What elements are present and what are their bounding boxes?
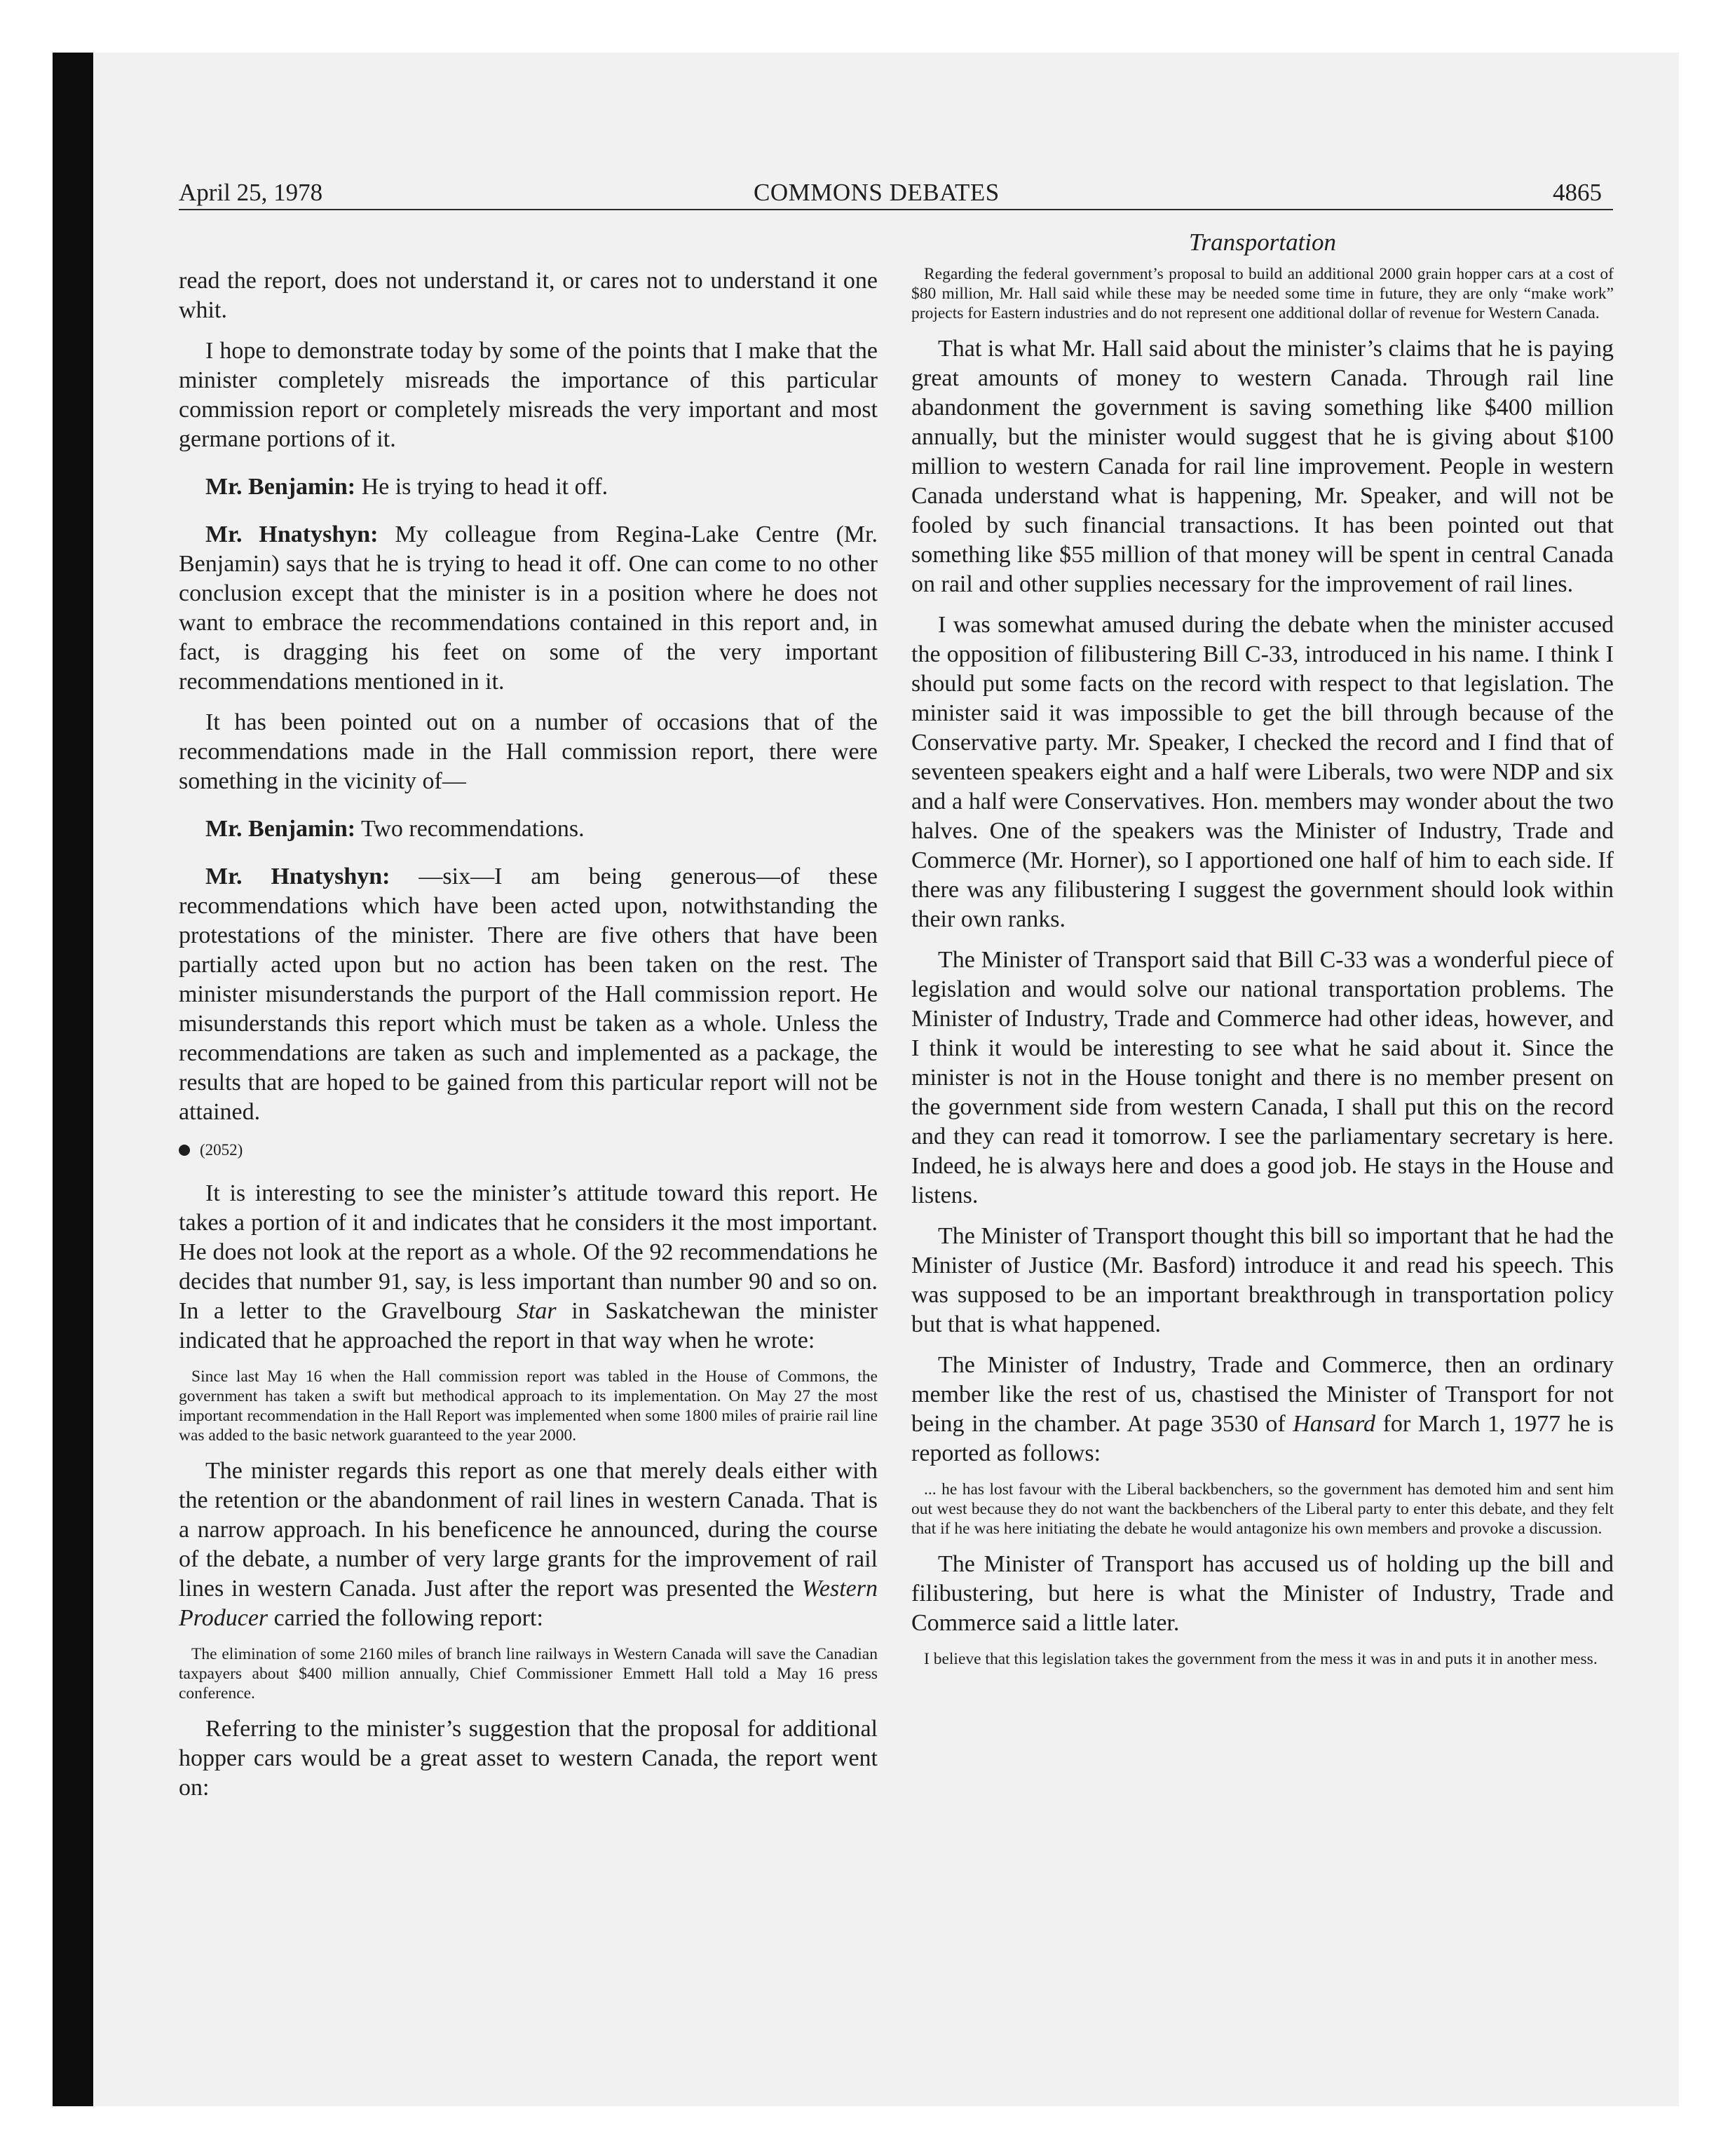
bullet-icon bbox=[179, 1145, 190, 1156]
binding-edge bbox=[53, 53, 93, 2106]
speech-text: He is trying to head it off. bbox=[355, 474, 608, 500]
text-run: in Saskatchewan the minister indicated that he approached the report in that way when he wrote: bbox=[179, 1298, 878, 1353]
italic-run: Hansard bbox=[1293, 1411, 1376, 1437]
text-run: The minister regards this report as one that merely deals either with the retention or the abandonment of rail lines in western Canada. That is a narrow approach. In his beneficence he announced, during the course of the debate, a number of very large grants for the improvement of rail lines in western Canada. Just after the report was presented the bbox=[179, 1458, 878, 1602]
paragraph: The Minister of Transport thought this bill so important that he had the Minister of Justice (Mr. Basford) introduce it and read his speech. This was supposed to be an important breakthrough in transportation policy but that is what happened. bbox=[911, 1223, 1614, 1337]
section-title: Transportation bbox=[1188, 228, 1337, 256]
paragraph bbox=[911, 1351, 1614, 1468]
header-title: COMMONS DEBATES bbox=[754, 179, 1000, 206]
paragraph: The Minister of Transport has accused us of holding up the bill and filibustering, but here is what the Minister of Industry, Trade and Commerce said a little later. bbox=[911, 1551, 1614, 1636]
speech-text: —six—I am being generous—of these recommendations which have been acted upon, notwithstanding the protestations of the minister. There are five others that have been partially acted upon but no action has been taken on the rest. The minister misunderstands the purport of the Hall commission report. He misunderstands this report which must be taken as a whole. Unless the recommendations are taken as such and implemented as a package, the results that are hoped to be gained from this particular report will not be attained. bbox=[179, 864, 878, 1125]
block-quote: ... he has lost favour with the Liberal backbenchers, so the government has demoted him and sent him out west because they do not want the backbenchers of the Liberal party to enter this debate, and they felt that if he was here initiating the debate he would antagonize his own members and provoke a discussion. bbox=[911, 1480, 1614, 1538]
speech bbox=[179, 814, 878, 844]
paragraph: That is what Mr. Hall said about the minister’s claims that he is paying great amounts of money to western Canada. Through rail line abandonment the government is saving something like $400 million annually, but the minister would suggest that he is giving about $100 million to western Canada for rail line improvement. People in western Canada understand what is happening, Mr. Speaker, and will not be fooled by such financial transactions. It has been pointed out that something like $55 million of that money will be spent in central Canada on rail and other supplies necessary for the improvement of rail lines. bbox=[911, 336, 1614, 597]
text-run: The Minister of Industry, Trade and Commerce, then an ordinary member like the rest of us, chastised the Minister of Transport for not being in the chamber. At page 3530 of bbox=[911, 1352, 1614, 1437]
block-quote: I believe that this legislation takes the government from the mess it was in and puts it in another mess. bbox=[924, 1650, 1598, 1668]
speaker-name: Mr. Hnatyshyn: bbox=[205, 521, 379, 547]
block-quote: The elimination of some 2160 miles of branch line railways in Western Canada will save the Canadian taxpayers about $400 million annually, Chief Commissioner Emmett Hall told a May 16 press conference. bbox=[179, 1645, 878, 1703]
block-quote: Since last May 16 when the Hall commission report was tabled in the House of Commons, the government has taken a swift but methodical approach to its implementation. On May 27 the most important recommendation in the Hall Report was implemented when some 1800 miles of prairie rail line was added to the basic network guaranteed to the year 2000. bbox=[179, 1367, 878, 1445]
paragraph: It has been pointed out on a number of occasions that of the recommendations made in the Hall commission report, there were something in the vicinity of— bbox=[179, 709, 878, 794]
speaker-name: Mr. Hnatyshyn: bbox=[205, 864, 390, 889]
paragraph: read the report, does not understand it, or cares not to understand it one whit. bbox=[179, 268, 878, 323]
speaker-name: Mr. Benjamin: bbox=[205, 816, 356, 842]
text-run: It is interesting to see the minister’s attitude toward this report. He takes a portion of it and indicates that he considers it the most important. He does not look at the report as a whole. Of the 92 recommendations he decides that number 91, say, is less important than number 90 and so on. In a letter to the Gravelbourg bbox=[179, 1180, 878, 1324]
block-quote: Regarding the federal government’s proposal to build an additional 2000 grain hopper cars at a cost of $80 million, Mr. Hall said while these may be needed some time in future, they are only “make work” projects for Eastern industries and do not represent one additional dollar of revenue for Western Canada. bbox=[911, 265, 1614, 322]
header-date: April 25, 1978 bbox=[179, 179, 323, 206]
speech bbox=[179, 472, 878, 502]
italic-run: Star bbox=[516, 1298, 557, 1324]
speech bbox=[179, 862, 878, 1127]
speaker-name: Mr. Benjamin: bbox=[205, 474, 356, 500]
speech bbox=[179, 520, 878, 697]
paragraph bbox=[179, 1179, 878, 1356]
paragraph: I was somewhat amused during the debate when the minister accused the opposition of filibustering Bill C-33, introduced in his name. I think I should put some facts on the record with respect to that legislation. The minister said it was impossible to get the bill through because of the Conservative party. Mr. Speaker, I checked the record and I find that of seventeen speakers eight and a half were Liberals, two were NDP and six and a half were Conservatives. Hon. members may wonder about the two halves. One of the speakers was the Minister of Industry, Trade and Commerce (Mr. Horner), so I apportioned one half of him to each side. If there was any filibustering I suggest the government should look within their own ranks. bbox=[911, 612, 1614, 932]
header-rule bbox=[179, 209, 1613, 210]
right-column bbox=[911, 228, 1614, 1680]
paragraph: Referring to the minister’s suggestion that the proposal for additional hopper cars would be a great asset to western Canada, the report went on: bbox=[179, 1716, 878, 1801]
left-column bbox=[179, 266, 878, 1814]
speech-text: My colleague from Regina-Lake Centre (Mr. Benjamin) says that he is trying to head it off. One can come to no other conclusion except that the minister is in a position where he does not want to embrace the recommendations contained in this report and, in fact, is dragging his feet on some of the very important recommendations mentioned in it. bbox=[179, 521, 878, 695]
italic-run: Western Producer bbox=[179, 1576, 878, 1631]
time-marker-text: (2052) bbox=[200, 1141, 243, 1159]
text-run: for March 1, 1977 he is reported as follows: bbox=[911, 1411, 1614, 1466]
header-page-number: 4865 bbox=[1553, 179, 1602, 206]
text-run: carried the following report: bbox=[268, 1605, 543, 1631]
paragraph: I hope to demonstrate today by some of the points that I make that the minister completely misreads the importance of this particular commission report or completely misreads the very important and most germane portions of it. bbox=[179, 338, 878, 452]
speech-text: Two recommendations. bbox=[355, 816, 585, 842]
paragraph: The Minister of Transport said that Bill C-33 was a wonderful piece of legislation and would solve our national transportation problems. The Minister of Industry, Trade and Commerce had other ideas, however, and I think it would be interesting to see what he said about it. Since the minister is not in the House tonight and there is no member present on the government side from western Canada, I shall put this on the record and they can read it tomorrow. I see the parliamentary secretary is here. Indeed, he is always here and does a good job. He stays in the House and listens. bbox=[911, 947, 1614, 1208]
time-marker bbox=[179, 1140, 878, 1161]
paragraph bbox=[179, 1456, 878, 1633]
